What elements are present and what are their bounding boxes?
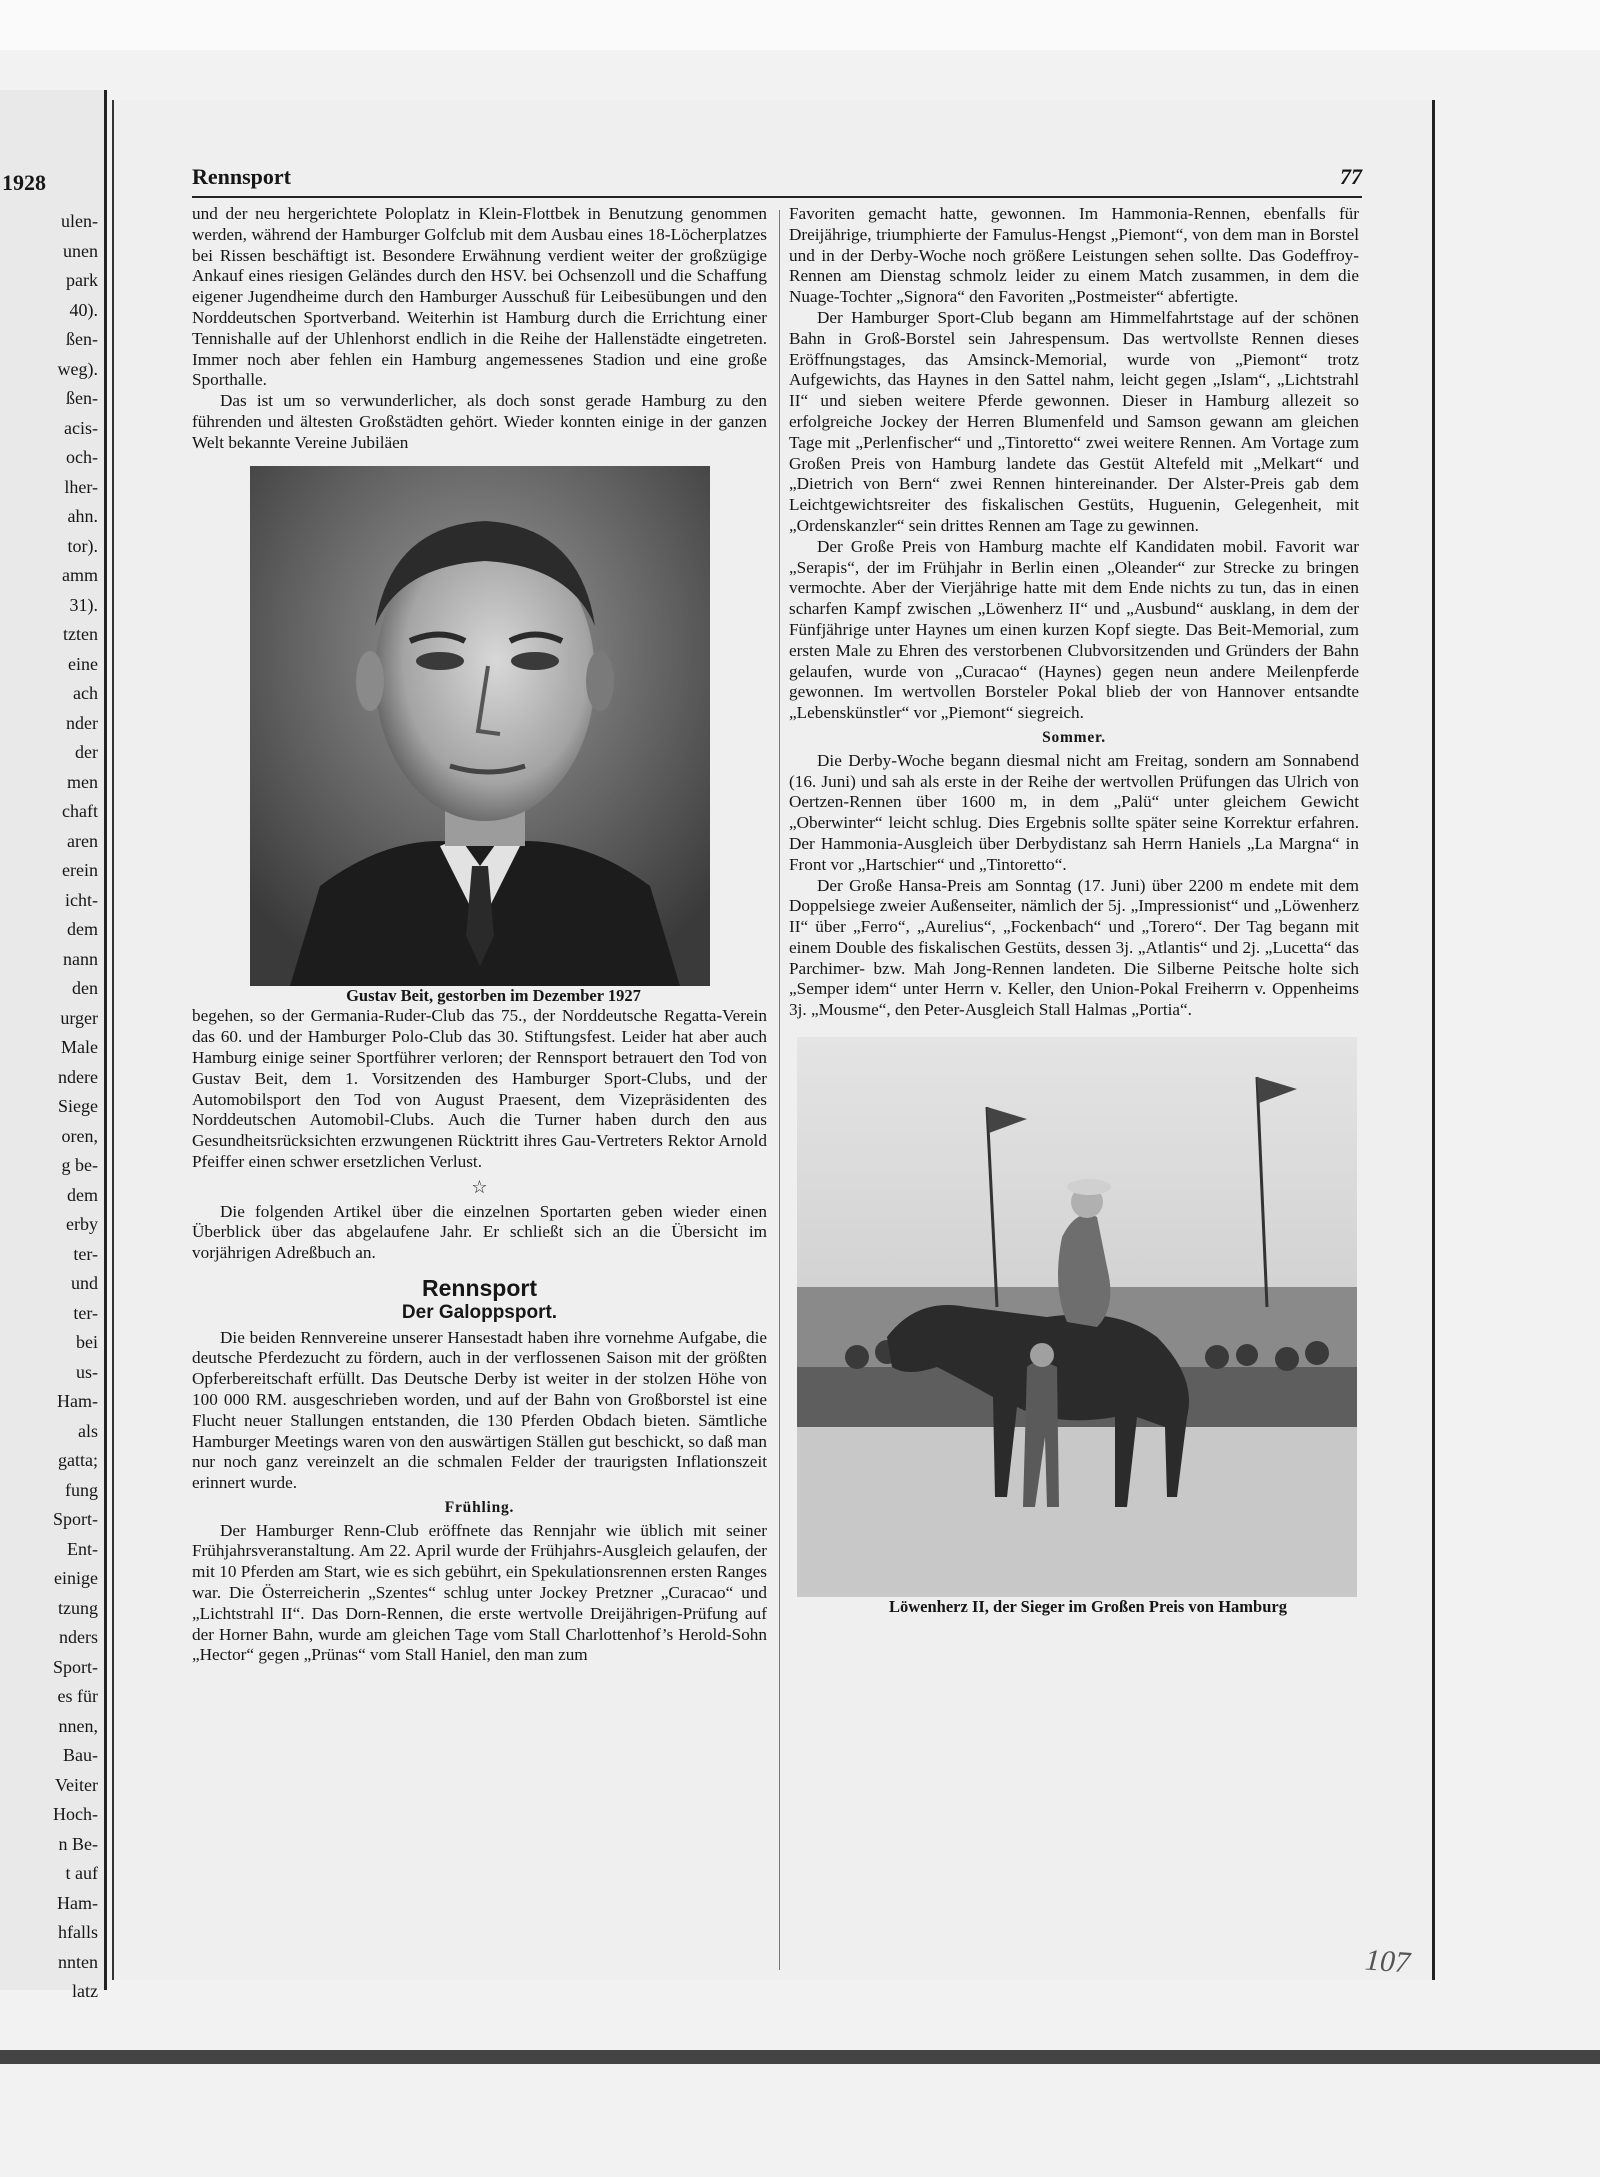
adjacent-page-line: lher- [64, 476, 98, 497]
adjacent-page-line: erby [66, 1214, 98, 1234]
adjacent-page-line: oren, [61, 1125, 98, 1146]
adjacent-page-line: Ham- [57, 1391, 98, 1411]
adjacent-page-line: 31). [69, 594, 98, 615]
adjacent-page-line: dem [67, 919, 98, 939]
adjacent-page-line: ulen- [61, 211, 98, 231]
adjacent-page-line: icht- [65, 889, 98, 910]
paragraph: Der Hamburger Renn-Club eröffnete das Rennjahr wie üblich mit seiner Frühjahrsveranstaltung. Am 22. April wurde der Frühjahrs-Ausgleich gelaufen, der mit 10 Pferden am Start, wie es sich gebührt, ein Spekulationsrennen ersten Ranges war. Die Österreicherin „Szentes“ schlug unter Jockey Pretzner „Curacao“ und „Lichtstrahl II“. Das Dorn-Rennen, die erste wertvolle Dreijährigen-Prüfung auf der Horner Bahn, wurde am gleichen Tage vom Stall Charlottenhof’s Herold-Sohn „Hector“ gegen „Prünas“ vom Stall Haniel, den man zum [192, 1520, 767, 1665]
adjacent-page-line: Sport- [53, 1509, 98, 1529]
adjacent-page-line: 40). [69, 299, 98, 320]
adjacent-page-line: es für [57, 1686, 98, 1706]
adjacent-page-line: men [67, 771, 98, 792]
paragraph: Die beiden Rennvereine unserer Hansestadt haben ihre vornehme Aufgabe, die deutsche Pferdezucht zu fördern, auch in der verflossenen Saison mit der größten Opferbereitschaft erfüllt. Das Deutsche Derby ist weiter in der stolzen Höhe von 100 000 RM. ausgeschrieben worden, und auf der Bahn von Großborstel ist eine Flucht neuer Stallungen entstanden, die 130 Pferden Obdach bieten. Sämtliche Hamburger Meetings waren von den auswärtigen Ställen gut beschickt, so daß man nur noch ganz vereinzelt an die schmalen Felder der traurigsten Inflationszeit erinnert wurde. [192, 1327, 767, 1493]
paragraph: Der Große Hansa-Preis am Sonntag (17. Juni) über 2200 m endete mit dem Doppelsiege zweier Außenseiter, nämlich der 5j. „Impressionist“ und „Löwenherz II“ über „Ferro“, „Aurelius“, „Fockenbach“ und „Torero“. Der Tag begann mit einem Double des fiskalischen Gestüts, dessen 3j. „Atlantis“ und 2j. „Lucetta“ das Parchimer- bzw. Mah Jong-Rennen landeten. Die Silberne Peitsche holte sich „Semper idem“ unter Herrn v. Keller, den Union-Pokal Freiherrn v. Oppenheims 3j. „Mousme“, den Peter-Ausgleich Stall Halmas „Portia“. [789, 875, 1359, 1020]
paragraph: Favoriten gemacht hatte, gewonnen. Im Hammonia-Rennen, ebenfalls für Dreijährige, triumphierte der Famulus-Hengst „Piemont“, von dem man in Borstel und in der Derby-Woche noch größere Leistungen sehen sollte. Das Godeffroy-Rennen am Dienstag schmolz leider zu einem Match zusammen, in dem die Nuage-Tochter „Signora“ den Favoriten „Postmeister“ abfertigte. [789, 204, 1359, 307]
paragraph: begehen, so der Germania-Ruder-Club das 75., der Norddeutsche Regatta-Verein das 60. und der Hamburger Polo-Club das 30. Stiftungsfest. Leider hat aber auch Hamburg einige seiner Sportführer verloren; der Rennsport betrauert den Tod von Gustav Beit, dem 1. Vorsitzenden des Hamburger Sport-Clubs, und der Automobilsport den Tod von August Praesent, dem Vizepräsidenten des Norddeutschen Automobil-Clubs. Auch die Turner haben durch den aus Gesundheitsrücksichten erzwungenen Rücktritt ihres Gau-Vertreters Rektor Arnold Pfeiffer einen schwer ersetzlichen Verlust. [192, 1006, 767, 1171]
adjacent-page-line: erein [62, 860, 98, 880]
page-header [192, 160, 1362, 198]
adjacent-page-line: nder [66, 712, 98, 733]
portrait-caption: Gustav Beit, gestorben im Dezember 1927 [346, 985, 641, 1005]
adjacent-page-line: Sport- [53, 1656, 98, 1677]
adjacent-page-line: park [66, 270, 98, 290]
adjacent-page-line: Ham- [57, 1892, 98, 1913]
scan-margin-bottom [0, 2050, 1600, 2064]
adjacent-page-line: us- [76, 1361, 98, 1382]
adjacent-page-line: ter- [73, 1302, 98, 1323]
horse-caption: Löwenherz II, der Sieger im Großen Preis von Hamburg [889, 1597, 1287, 1617]
adjacent-page-line: einige [54, 1568, 98, 1588]
adjacent-page-line: Ent- [67, 1538, 98, 1559]
adjacent-page-line: ter- [73, 1243, 98, 1264]
paragraph: Die Derby-Woche begann diesmal nicht am Freitag, sondern am Sonnabend (16. Juni) und sah als erste in der Reihe der wertvollen Prüfungen das Ulrich von Oertzen-Rennen über 1600 m, in dem „Palü“ unter gleichem Gewicht „Oberwinter“ leicht schlug. Dies Ergebnis sollte später seine Korrektur erfahren. Der Hammonia-Ausgleich über Derbydistanz sah Herrn Haniels „La Margna“ in Front vor „Hartschier“ und „Tintoretto“. [789, 750, 1359, 874]
adjacent-page-fragment [0, 90, 107, 2001]
adjacent-page-line: Bau- [63, 1745, 98, 1765]
adjacent-page-line: den [72, 978, 98, 998]
running-title: Rennsport [192, 164, 292, 189]
adjacent-page-line: als [78, 1420, 98, 1441]
adjacent-page-line: urger [60, 1007, 98, 1028]
adjacent-page-line: ßen- [66, 388, 98, 408]
adjacent-page-line: chaft [62, 801, 98, 821]
adjacent-page-line: t auf [65, 1863, 98, 1883]
left-column [192, 204, 767, 1666]
column-divider [779, 210, 780, 1970]
adjacent-page-line: unen [63, 240, 98, 261]
adjacent-page-line: n Be- [58, 1833, 98, 1854]
season-heading-spring: Frühling. [444, 1498, 515, 1516]
paragraph: Die folgenden Artikel über die einzelnen Sportarten geben wieder einen Überblick über das abgelaufene Jahr. Er schließt sich an die Übersicht im vorjährigen Adreßbuch an. [192, 1201, 767, 1263]
paragraph: Der Große Preis von Hamburg machte elf Kandidaten mobil. Favorit war „Serapis“, der im Frühjahr in Berlin einen „Oleander“ zur Strecke zu bringen vermochte. Aber der Vierjährige hatte mit dem Ende nichts zu tun, das in einen scharfen Kampf zwischen „Löwenherz II“ und „Ausbund“ ausklang, in dem der Fünfjährige unter Haynes um einen kurzen Kopf siegte. Das Beit-Memorial, zum ersten Male zu Ehren des verstorbenen Clubvorsitzenden und Gründers der Bahn gelaufen, wurde von „Curacao“ (Haynes) gegen neun andere Meilenpferde gewonnen. Im wertvollen Borsteler Pokal blieb der von Hannover entsandte „Lebenskünstler“ vor „Piemont“ siegreich. [789, 536, 1359, 723]
adjacent-page-line: aren [67, 830, 98, 851]
horse-photo [797, 1037, 1357, 1597]
adjacent-page-line: weg). [57, 358, 98, 379]
adjacent-page-line: latz [72, 1981, 98, 2001]
paragraph: und der neu hergerichtete Poloplatz in Klein-Flottbek in Benutzung genommen werden, während der Hamburger Golfclub mit dem Ausbau eines 18-Löcherplatzes bei Rissen beschäftigt ist. Besondere Erwähnung verdient weiter der großzügige Ankauf eines riesigen Geländes durch den HSV. bei Ochsenzoll und die Schaffung eigener Jugendheime durch den Hamburger Ausschuß für Leibesübungen und den Norddeutschen Sportverband. Weiterhin ist Hamburg durch die Errichtung einer Tennishalle auf der Uhlenhorst endlich in die Reihe der Hallenstädte eingetreten. Immer noch aber fehlen ein Hamburg angemessenes Stadion und eine große Sporthalle. [192, 204, 767, 390]
adjacent-page-line: nnen, [58, 1715, 98, 1736]
season-heading-summer: Sommer. [1042, 728, 1106, 746]
adjacent-page-line: nnten [58, 1951, 98, 1972]
portrait-photo [250, 466, 710, 986]
scan-margin-top [0, 0, 1600, 50]
subsection-heading: Der Galoppsport. [401, 1301, 558, 1323]
adjacent-page-line: bei [76, 1332, 98, 1352]
adjacent-page-line: eine [68, 653, 98, 674]
page-number: 77 [1340, 164, 1362, 189]
adjacent-page-line: Male [61, 1037, 98, 1057]
adjacent-page-line: och- [66, 447, 98, 467]
portrait-image [250, 466, 710, 986]
adjacent-page-line: der [75, 742, 98, 762]
adjacent-page-line: gatta; [58, 1450, 98, 1470]
paragraph: Das ist um so verwunderlicher, als doch sonst gerade Hamburg zu den führenden und ältesten Großstädten gehört. Wieder konnten einige in der ganzen Welt bekannte Vereine Jubiläen [192, 391, 767, 452]
adjacent-page-line: ahn. [67, 506, 98, 526]
adjacent-page-line: Siege [58, 1096, 98, 1116]
paragraph: Der Hamburger Sport-Club begann am Himmelfahrtstage auf der schönen Bahn in Groß-Borstel sein Jahrespensum. Das wertvollste Rennen dieses Eröffnungstages, das Amsinck-Memorial, wurde von „Piemont“ trotz Aufgewichts, das Haynes in den Sattel nahm, leicht gegen „Islam“, „Lichtstrahl II“ und sieben weitere Pferde gewonnen. Dieser in Hamburg allezeit so erfolgreiche Jockey der Herren Blumenfeld und Samson gewann am gleichen Tage mit „Perlenfischer“ und „Tintoretto“ zwei weitere Rennen. Am Vortage zum Großen Preis von Hamburg landete das Gestüt Altefeld mit „Melkart“ und „Dietrich von Bern“ zwei Rennen hintereinander. Der Alster-Preis gab dem Leichtgewichtsreiter des fiskalischen Gestüts, Huguenin, Gelegenheit, mit „Ordenskanzler“ sein drittes Rennen am Tage zu gewinnen. [789, 307, 1359, 535]
magazine-page [112, 100, 1435, 1980]
adjacent-page-line: acis- [64, 417, 98, 438]
section-star-ornament: ☆ [471, 1176, 488, 1197]
adjacent-page-line: tzung [58, 1597, 98, 1618]
adjacent-page-line: tor). [67, 535, 98, 556]
right-column [789, 204, 1359, 1618]
adjacent-page-line: amm [62, 565, 98, 585]
adjacent-page-line: ndere [58, 1066, 98, 1087]
adjacent-page-line: Hoch- [53, 1804, 98, 1824]
adjacent-page-line: nann [63, 948, 98, 969]
adjacent-page-line: und [71, 1273, 98, 1293]
adjacent-page-line: hfalls [58, 1922, 98, 1942]
adjacent-page-line: Veiter [55, 1774, 98, 1795]
horse-image [797, 1037, 1357, 1597]
adjacent-page-line: ßen- [66, 329, 98, 349]
section-heading: Rennsport [422, 1274, 537, 1301]
adjacent-page-line: tzten [63, 624, 98, 644]
adjacent-page-line: nders [59, 1627, 98, 1647]
handwritten-page-annotation: 107 [1363, 1943, 1412, 1980]
adjacent-page-year: 1928 [2, 170, 46, 195]
adjacent-page-line: fung [65, 1479, 98, 1500]
adjacent-page-line: g be- [61, 1155, 98, 1175]
adjacent-page-line: ach [73, 683, 98, 703]
adjacent-page-line: dem [67, 1184, 98, 1205]
